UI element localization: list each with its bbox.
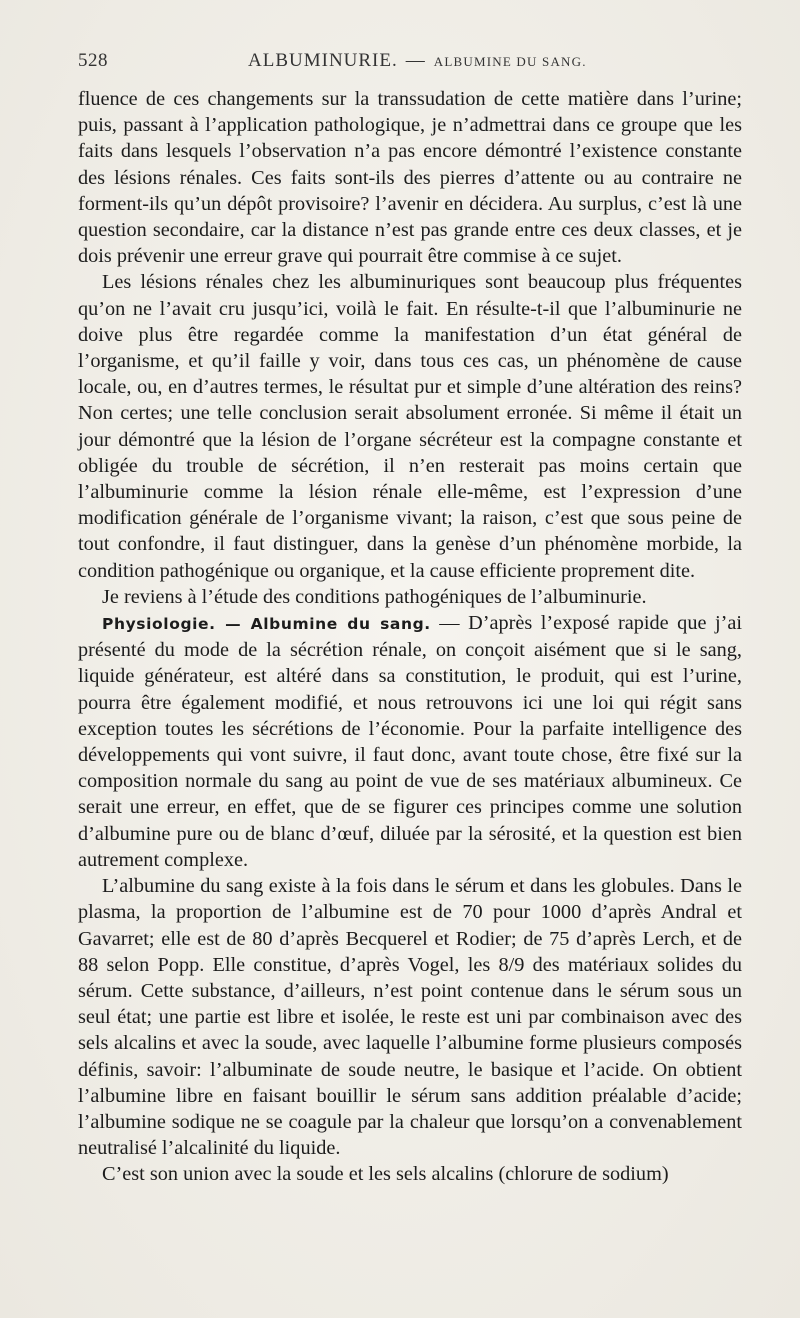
paragraph-4 bbox=[78, 610, 742, 873]
paragraph-5: L’albumine du sang existe à la fois dans le sérum et dans les globules. Dans le plasma, la proportion de l’albumine est de 70 pour 1000 d’après Andral et Gavarret; elle est de 80 d’après Becquerel et Rodier; de 75 d’après Lerch, et de 88 selon Popp. Elle constitue, d’après Vogel, les 8/9 des matériaux solides du sérum. Cette substance, d’ailleurs, n’est point contenue dans le sérum sous un seul état; une partie est libre et isolée, le reste est uni par combinaison avec des sels alcalins et avec la soude, avec laquelle l’albumine forme plusieurs composés définis, savoir: l’albuminate de soude neutre, le basique et l’acide. On obtient l’albumine libre en faisant bouillir le sérum sans addition préalable d’acide; l’albumine sodique ne se coagule par la chaleur que lorsqu’on a convenablement neutralisé l’alcalinité du liquide. bbox=[78, 875, 742, 1160]
running-head-dash: — bbox=[405, 50, 426, 71]
paragraph-2: Les lésions rénales chez les albuminuriques sont beaucoup plus fréquentes qu’on ne l’avait cru jusqu’ici, voilà le fait. En résulte-t-il que l’albuminurie ne doive plus être regardée comme la manifestation d’un état général de l’organisme, et qu’il faille y voir, dans tous ces cas, un phénomène de cause locale, ou, en d’autres termes, le résultat pur et simple d’une altération des reins? Non certes; une telle conclusion serait absolument erronée. Si même il était un jour démontré que la lésion de l’organe sécréteur est la compagne constante et obligée du trouble de sécrétion, il n’en resterait pas moins certain que l’albuminurie comme la lésion rénale elle-même, est l’expression d’une modification générale de l’organisme vivant; la raison, c’est que sous peine de tout confondre, il faut distinguer, dans la genèse d’un phénomène morbide, la condition pathogénique ou organique, et la cause efficiente proprement dite. bbox=[78, 271, 742, 582]
section-heading: Physiologie. — Albumine du sang. bbox=[102, 615, 431, 634]
page-header bbox=[78, 48, 742, 78]
paragraph-4-text: — D’après l’exposé rapide que j’ai présenté du mode de la sécrétion rénale, on conçoit aisément que si le sang, liquide générateur, est altéré dans sa constitution, le produit, qui est l’urine, pourra être également modifié, et nous retrouvons ici une loi qui régit sans exception toutes les sécrétions de l’économie. Pour la parfaite intelligence des développements qui vont suivre, il faut donc, avant toute chose, être fixé sur la composition normale du sang au point de vue de ses matériaux albumineux. Ce serait une erreur, en effet, que de se figurer ces principes comme une solution d’albumine pure ou de blanc d’œuf, diluée par la sérosité, et la question est bien autrement complexe. bbox=[78, 612, 742, 871]
running-title: ALBUMINURIE. bbox=[248, 50, 398, 71]
page-number: 528 bbox=[78, 50, 108, 71]
paragraph-3: Je reviens à l’étude des conditions pathogéniques de l’albuminurie. bbox=[102, 585, 647, 608]
paragraph-6: C’est son union avec la soude et les sels alcalins (chlorure de sodium) bbox=[102, 1163, 669, 1186]
running-subtitle: ALBUMINE DU SANG. bbox=[433, 54, 587, 69]
paragraph-1: fluence de ces changements sur la transsudation de cette matière dans l’urine; puis, passant à l’application pathologique, je n’admettrai dans ce groupe que les faits dans lesquels l’observation n’a pas encore démontré l’existence constante des lésions rénales. Ces faits sont-ils des pierres d’attente ou au contraire ne forment-ils qu’un dépôt provisoire? l’avenir en décidera. Au surplus, c’est là une question secondaire, car la distance n’est pas grande entre ces deux classes, et je dois prévenir une erreur grave qui pourrait être commise à ce sujet. bbox=[78, 88, 742, 268]
page-body bbox=[78, 86, 742, 1188]
running-head bbox=[248, 50, 587, 72]
